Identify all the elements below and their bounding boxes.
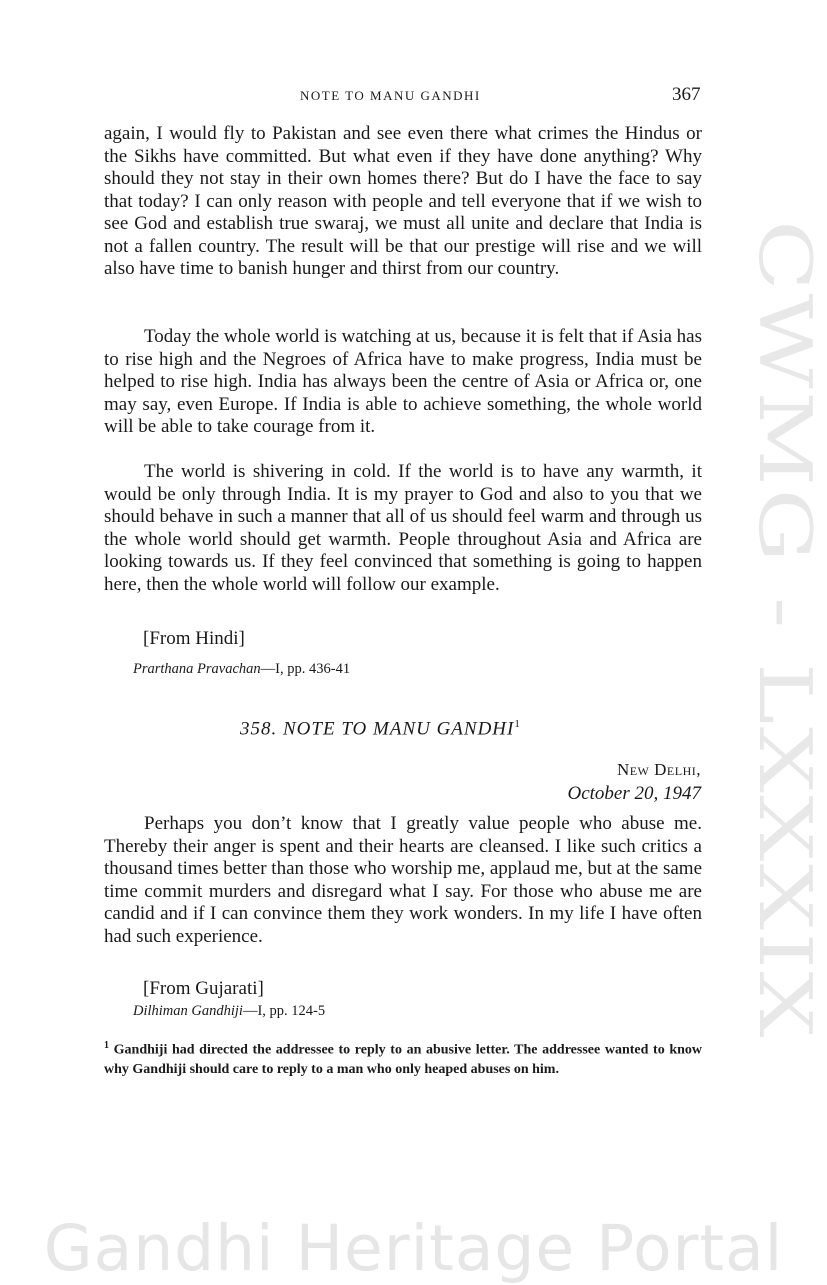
citation-pages: —I, pp. 436-41 <box>260 661 351 677</box>
footnote-marker: 1 <box>104 1040 109 1051</box>
letter-paragraph: Perhaps you don’t know that I greatly value people who abuse me. Thereby their anger is spent and their hearts are cleansed. I like such critics a thousand times better than those who worship me, applaud me, but at the same time commit murders and disregard what I say. For those who abuse me are candid and if I can convince them they work wonders. In my life I have often had such experience. <box>104 813 702 947</box>
date-line: October 20, 1947 <box>567 783 701 804</box>
footnote-text: Gandhiji had directed the addressee to reply to an abusive letter. The addressee wanted to know why Gandhiji should care to reply to a man who only heaped abuses on him. <box>104 1042 703 1077</box>
page-number: 367 <box>672 84 701 105</box>
citation-pages: —I, pp. 124-5 <box>242 1003 326 1019</box>
body-paragraph-2: Today the whole world is watching at us, because it is felt that if Asia has to rise high and the Negroes of Africa have to make progress, India must be helped to rise high. India has always been the centre of Asia or Africa or, one may say, even Europe. If India is able to achieve something, the whole world will be able to take courage from it. <box>104 326 702 437</box>
source-citation <box>133 1003 325 1020</box>
source-language-note: [From Hindi] <box>143 628 245 649</box>
bottom-watermark: Gandhi Heritage Portal <box>43 1212 784 1285</box>
source-language-note: [From Gujarati] <box>143 978 264 999</box>
source-citation <box>133 661 350 678</box>
body-paragraph-1: again, I would fly to Pakistan and see even there what crimes the Hindus or the Sikhs have committed. But what even if they have done anything? Why should they not stay in their own homes there? But do I have the face to say that today? I can only reason with people and tell everyone that if we wish to see God and establish true swaraj, we must all unite and declare that India is not a fallen country. The result will be that our prestige will rise and we will also have time to banish hunger and thirst from our country. <box>104 123 702 279</box>
running-title: NOTE TO MANU GANDHI <box>300 88 481 103</box>
section-heading <box>240 718 521 740</box>
footnote <box>104 1036 702 1079</box>
place-line: New Delhi, <box>616 760 701 779</box>
vertical-watermark <box>690 220 827 1040</box>
body-paragraph-3: The world is shivering in cold. If the world is to have any warmth, it would be only through India. It is my prayer to God and also to you that we should behave in such a manner that all of us should feel warm and through us the whole world should get warmth. People throughout Asia and Africa are looking towards us. If they feel convinced that something is going to happen here, then the whole world will follow our example. <box>104 461 702 595</box>
citation-title: Prarthana Pravachan <box>133 661 261 677</box>
section-heading-text: 358. NOTE TO MANU GANDHI <box>240 718 515 740</box>
citation-title: Dilhiman Gandhiji <box>133 1003 243 1019</box>
footnote-reference: 1 <box>514 718 521 730</box>
vertical-watermark-text: CWMG - LXXXIX <box>743 220 827 858</box>
